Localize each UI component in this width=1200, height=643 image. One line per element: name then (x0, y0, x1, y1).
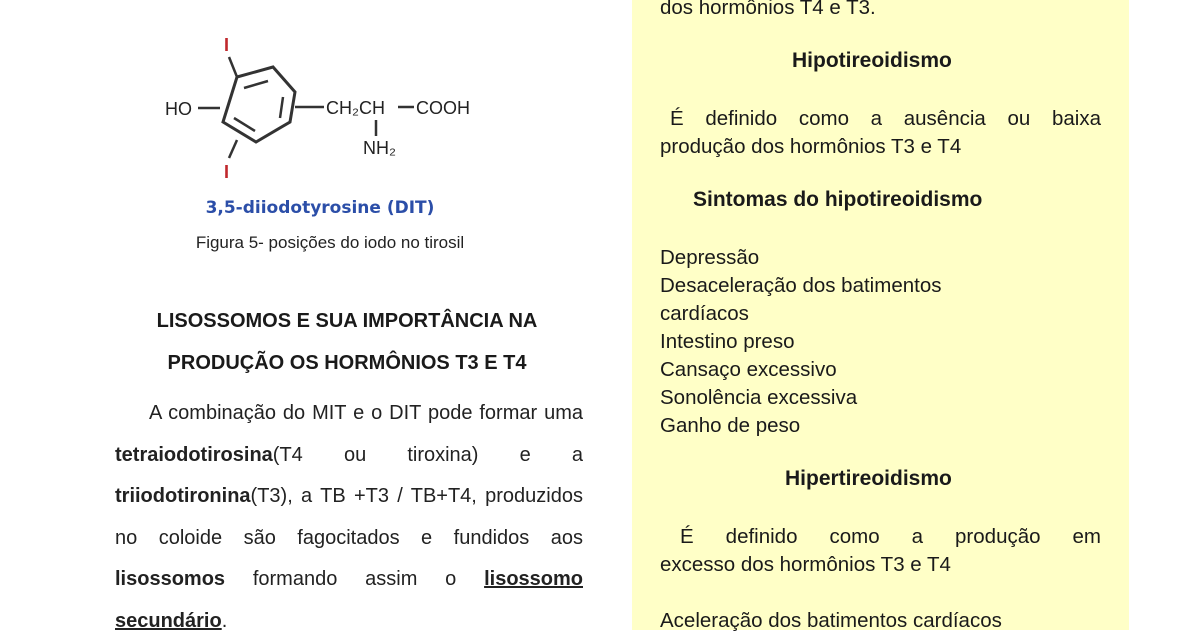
hydroxyl-label: HO (165, 99, 192, 119)
symptom-item: cardíacos (660, 302, 749, 325)
symptom-item: Intestino preso (660, 330, 795, 353)
section-heading-line-1: LISOSSOMOS E SUA IMPORTÂNCIA NA (156, 310, 538, 332)
sidechain-label: CH₂CH (326, 98, 385, 118)
symptom-item: Sonolência excessiva (660, 386, 858, 409)
dit-structure-diagram (150, 30, 510, 190)
para-text: (T4 ou tiroxina) e a (272, 443, 583, 466)
para-bold-term: lisossomos (115, 568, 226, 591)
iodine-top-bond (229, 57, 237, 77)
iodine-top-label: I (224, 35, 230, 55)
hipo-definition-line-1: É definido como a ausência ou baixa (670, 107, 1101, 130)
carboxyl-label: COOH (416, 98, 470, 118)
symptom-item: Cansaço excessivo (660, 358, 837, 381)
para-text: A combinação do MIT e o DIT pode formar uma (149, 402, 583, 424)
ring-double-bond-1 (244, 81, 268, 88)
symptom-item: Depressão (660, 246, 760, 269)
para-text: (T3), a TB +T3 / TB+T4, produzidos no coloide são fagocitados e fundidos aos (115, 485, 583, 549)
top-fragment: dos hormônios T4 e T3. (660, 0, 876, 19)
hipotireoidismo-title: Hipotireoidismo (792, 49, 952, 72)
para-bold-term: triiodotironina (115, 485, 251, 508)
molecule-name: 3,5-diiodotyrosine (DIT) (205, 198, 435, 218)
iodine-bottom-bond (229, 140, 237, 158)
benzene-ring (223, 67, 295, 142)
hiper-definition-line-2: excesso dos hormônios T3 e T4 (660, 553, 951, 576)
symptom-item: Ganho de peso (660, 414, 801, 437)
hipo-definition-line-2: produção dos hormônios T3 e T4 (660, 135, 962, 158)
hipertireoidismo-title: Hipertireoidismo (785, 467, 952, 490)
figure-caption: Figura 5- posições do iodo no tirosil (195, 233, 465, 252)
para-text: formando assim o (225, 568, 485, 591)
bottom-line: Aceleração dos batimentos cardíacos (660, 609, 1002, 632)
para-bold-term: tetraiodotirosina (115, 443, 273, 466)
hiper-definition-line-1: É definido como a produção em (680, 525, 1101, 548)
section-heading (112, 300, 582, 384)
amine-label: NH₂ (363, 138, 396, 158)
para-text: . (221, 609, 228, 632)
section-heading-line-2: PRODUÇÃO OS HORMÔNIOS T3 E T4 (167, 352, 527, 374)
symptom-item: Desaceleração dos batimentos (660, 274, 942, 297)
underlined-term: lisossomo secundário (115, 568, 583, 632)
sintomas-title: Sintomas do hipotireoidismo (693, 188, 983, 211)
ring-double-bond-2 (280, 97, 283, 118)
iodine-bottom-label: I (224, 162, 230, 182)
body-paragraph (115, 393, 583, 643)
